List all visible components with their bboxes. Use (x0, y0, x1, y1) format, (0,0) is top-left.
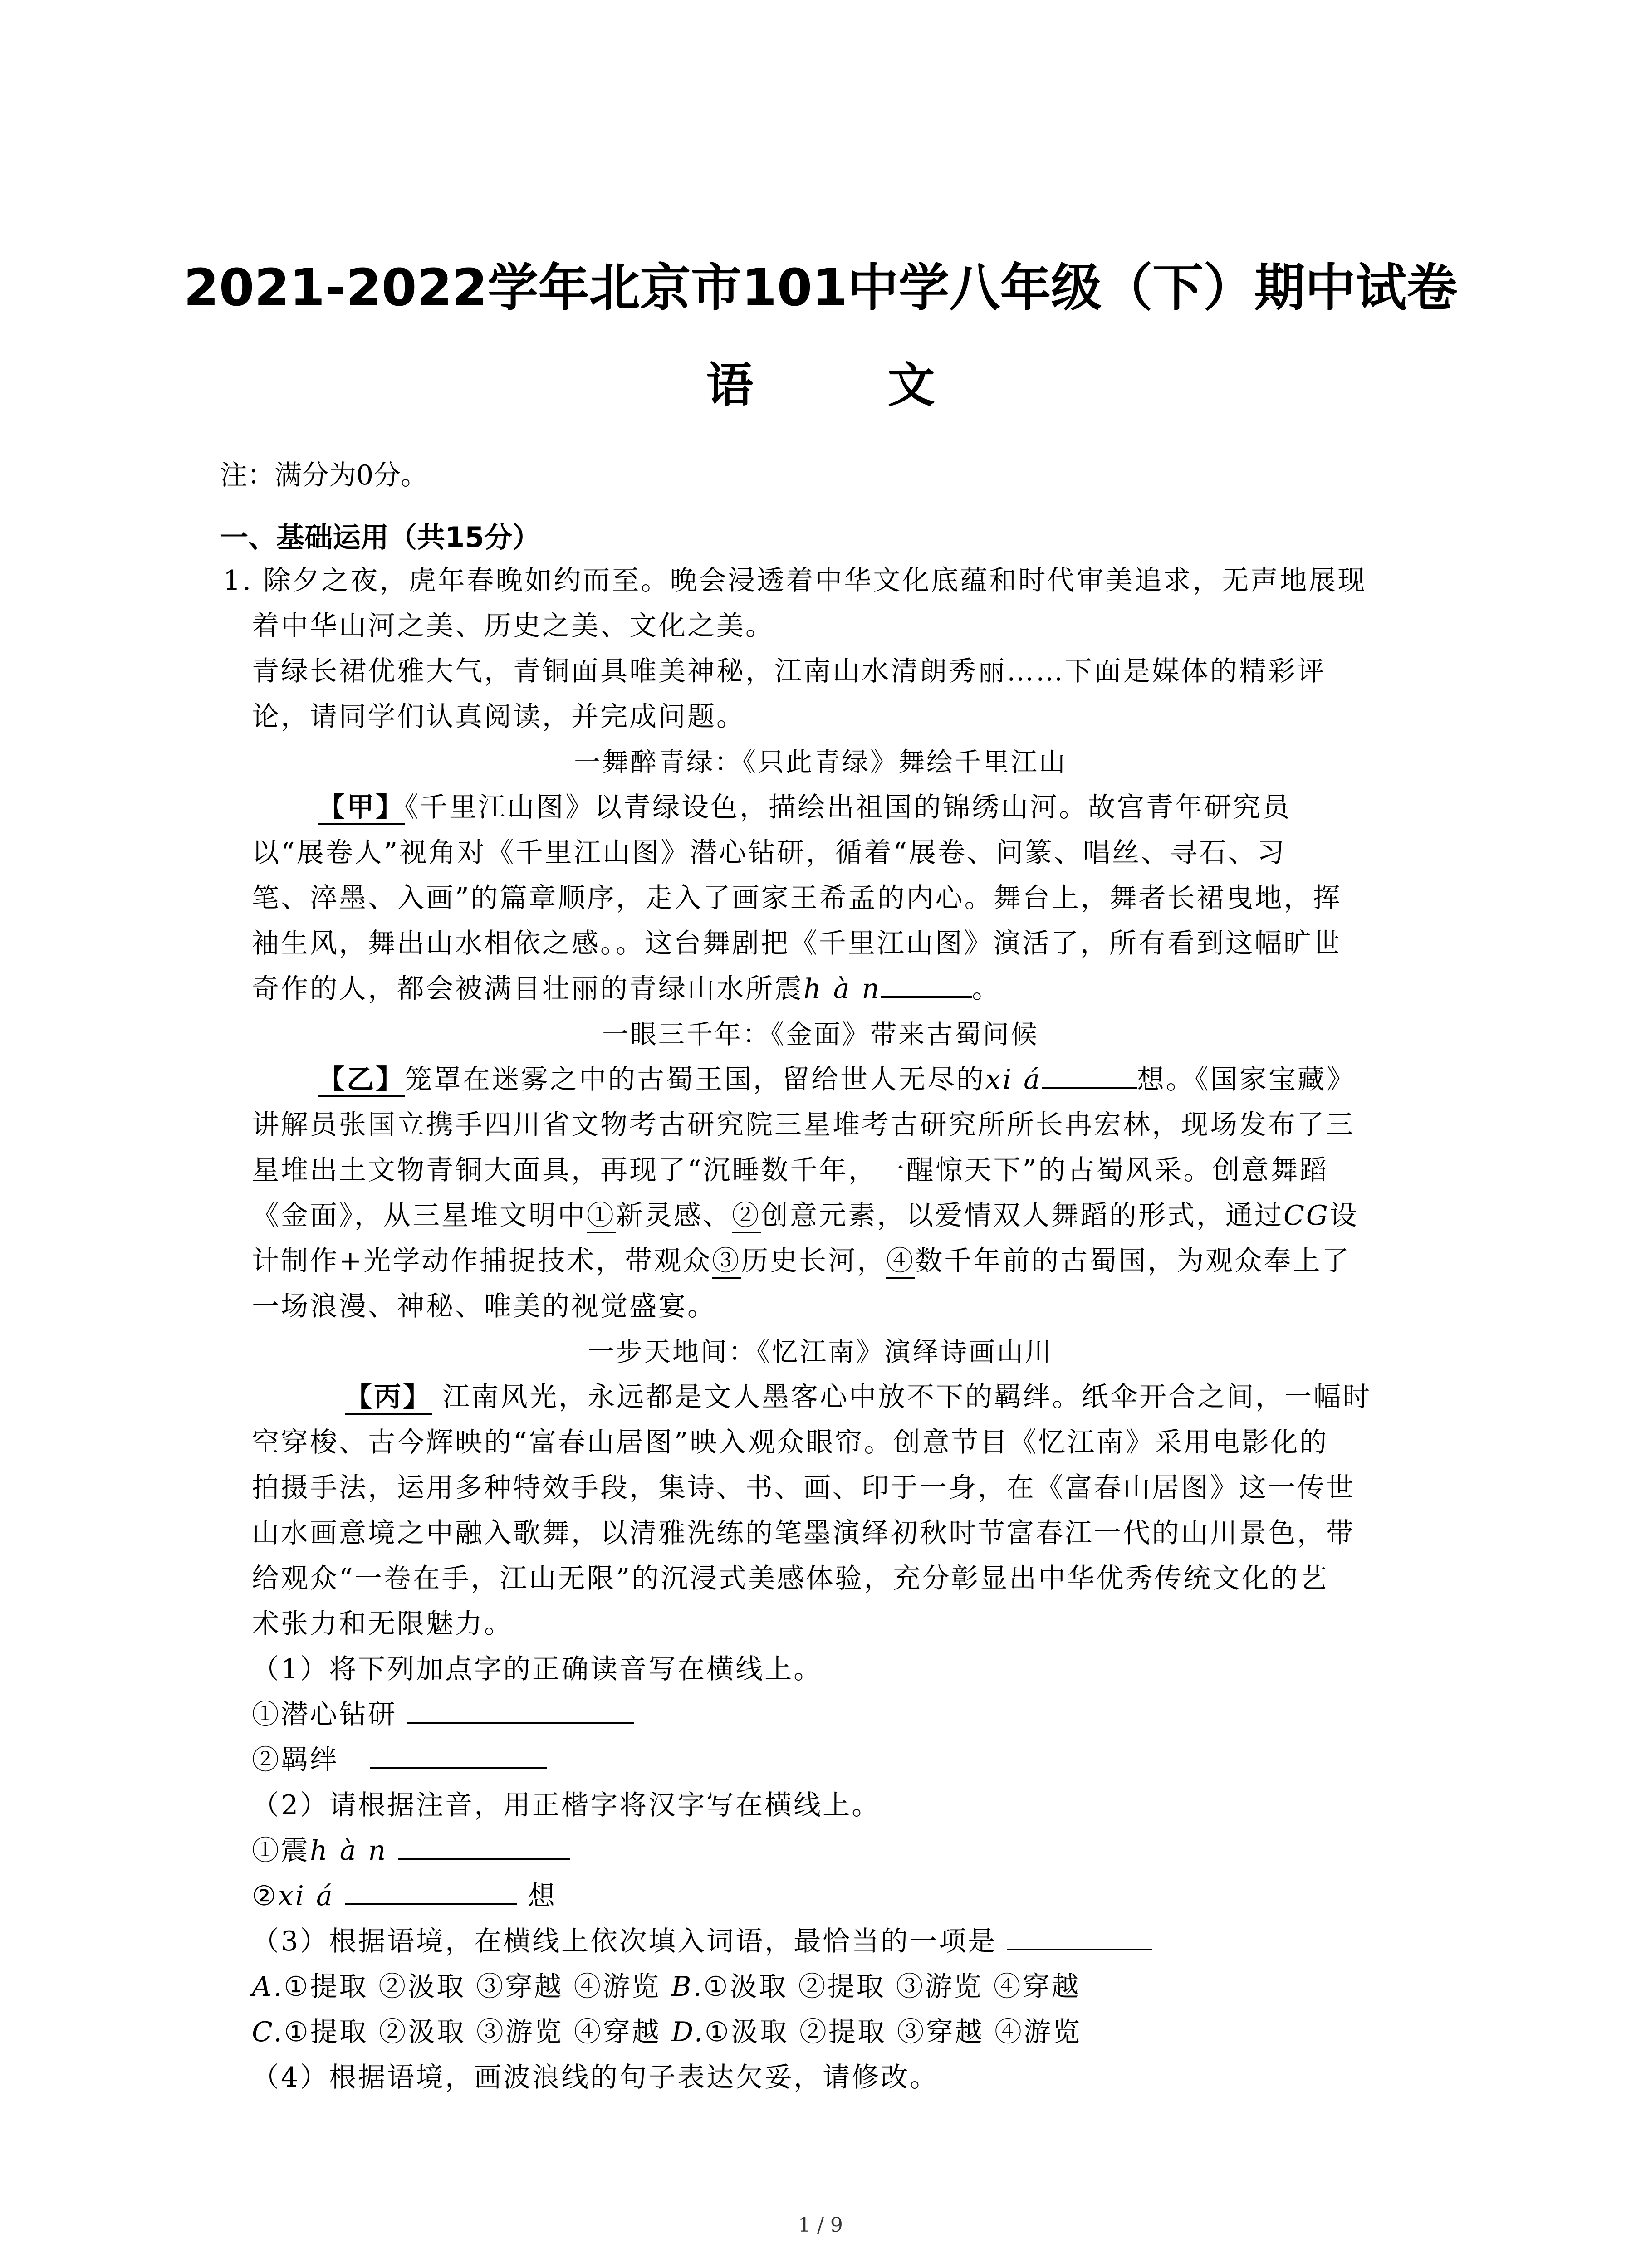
subq-3-text: （3）根据语境，在横线上依次填入词语，最恰当的一项是 (252, 1926, 997, 1957)
passage-c-line-1 (345, 1374, 1372, 1420)
passage-a-line-2: 以“展卷人”视角对《千里江山图》潜心钻研，循着“展卷、问篆、唱丝、寻石、习 (252, 837, 1287, 869)
passage-c-text-1: 江南风光，永远都是文人墨客心中放不下的羁绊。纸伞开合之间，一幅时 (442, 1381, 1372, 1413)
page-number: 1 / 9 (798, 2214, 843, 2237)
passage-a-line-3: 笔、淬墨、入画”的篇章顺序，走入了画家王希孟的内心。舞台上，舞者长裙曳地，挥 (252, 882, 1342, 914)
subq-2: （2）请根据注音，用正楷字将汉字写在横线上。 (252, 1789, 881, 1821)
passage-c-line-6: 术张力和无限魅力。 (252, 1608, 513, 1640)
passage-a-text-1: 《千里江山图》以青绿设色，描绘出祖国的锦绣山河。故宫青年研究员 (405, 792, 1291, 823)
blank-han[interactable] (881, 969, 972, 998)
subq-1-item-2 (252, 1737, 547, 1783)
pinyin-han: h à n (803, 973, 882, 1005)
intro-line-4: 论，请同学们认真阅读，并完成问题。 (252, 701, 745, 733)
subq-2-item-1-text: ①震 (252, 1835, 310, 1867)
subq-2-item-2 (252, 1873, 557, 1919)
passage-c-line-5: 给观众“一卷在手，江山无限”的沉浸式美感体验，充分彰显出中华优秀传统文化的艺 (252, 1563, 1329, 1594)
tag-bing: 【丙】 (345, 1381, 432, 1415)
passage-a-line-4: 袖生风，舞出山水相依之感。。这台舞剧把《千里江山图》演活了，所有看到这幅旷世 (252, 928, 1342, 959)
heading-c: 一步天地间：《忆江南》演绎诗画山川 (588, 1336, 1053, 1367)
passage-b-text-1b: 想。《国家宝藏》 (1136, 1064, 1356, 1095)
subq-2-item-2-char: 想 (527, 1880, 557, 1912)
subq-3 (252, 1919, 1152, 1964)
option-a: ①提取 ②汲取 ③穿越 ④游览 (284, 1971, 661, 2003)
passage-b-text-4a: 《金面》，从三星堆文明中 (252, 1200, 587, 1232)
exam-subject: 语 文 (706, 357, 994, 413)
heading-a: 一舞醉青绿：《只此青绿》舞绘千里江山 (573, 747, 1067, 777)
pinyin-xia: xi á (985, 1064, 1042, 1095)
answer-line-2-1[interactable] (398, 1831, 570, 1860)
passage-b-text-4b: 新灵感、 (616, 1200, 732, 1232)
blank-1: ① (587, 1200, 616, 1233)
tag-yi: 【乙】 (318, 1064, 405, 1097)
option-d: ①汲取 ②提取 ③穿越 ④游览 (704, 2016, 1082, 2048)
tag-jia: 【甲】 (318, 792, 405, 825)
answer-line-2-2[interactable] (345, 1876, 517, 1905)
passage-b-line-3: 星堆出土文物青铜大面具，再现了“沉睡数千年，一醒惊天下”的古蜀风采。创意舞蹈 (252, 1154, 1329, 1186)
options-ab (252, 1964, 1081, 2009)
passage-b-text-5b: 历史长河， (741, 1245, 887, 1277)
blank-2: ② (732, 1200, 761, 1233)
passage-a-text-5: 奇作的人，都会被满目壮丽的青绿山水所震 (252, 973, 803, 1005)
option-b: ①汲取 ②提取 ③游览 ④穿越 (703, 1971, 1081, 2003)
passage-a-line-1 (318, 785, 1291, 830)
passage-b-text-5a: 计制作+光学动作捕捉技术，带观众 (252, 1245, 712, 1277)
passage-b-line-5 (252, 1238, 1351, 1284)
options-cd (252, 2009, 1082, 2055)
option-a-letter: A. (252, 1971, 284, 2003)
cg-text: CG (1283, 1200, 1330, 1232)
section-heading: 一、基础运用（共15分） (220, 521, 541, 554)
exam-title: 2021-2022学年北京市101中学八年级（下）期中试卷 (183, 259, 1458, 318)
passage-b-text-4c: 创意元素，以爱情双人舞蹈的形式，通过 (761, 1200, 1283, 1232)
passage-a-line-5 (252, 966, 1001, 1012)
passage-b-line-1 (318, 1057, 1356, 1102)
passage-b-line-4 (252, 1193, 1359, 1238)
subq-1: （1）将下列加点字的正确读音写在横线上。 (252, 1653, 823, 1685)
answer-line-1-2[interactable] (370, 1740, 547, 1769)
blank-4: ④ (886, 1245, 915, 1279)
passage-c-line-3: 拍摄手法，运用多种特效手段，集诗、书、画、印于一身，在《富春山居图》这一传世 (252, 1472, 1355, 1504)
subq-1-item-1 (252, 1692, 634, 1737)
passage-b-line-2: 讲解员张国立携手四川省文物考古研究院三星堆考古研究所所长冉宏林，现场发布了三 (252, 1109, 1355, 1141)
subq-2-pinyin-xia: xi á (278, 1880, 334, 1912)
option-c: ①提取 ②汲取 ③游览 ④穿越 (284, 2016, 661, 2048)
answer-line-3[interactable] (1007, 1921, 1152, 1950)
intro-line-3: 青绿长裙优雅大气，青铜面具唯美神秘，江南山水清朗秀丽……下面是媒体的精彩评 (252, 655, 1326, 687)
option-c-letter: C. (252, 2016, 284, 2048)
subq-1-item-1-text: ①潜心钻研 (252, 1699, 397, 1730)
subq-1-item-2-text: ②羁绊 (252, 1744, 339, 1776)
passage-c-line-2: 空穿梭、古今辉映的“富春山居图”映入观众眼帘。创意节目《忆江南》采用电影化的 (252, 1427, 1329, 1458)
answer-line-1-1[interactable] (407, 1695, 634, 1724)
passage-c-line-4: 山水画意境之中融入歌舞，以清雅洗练的笔墨演绎初秋时节富春江一代的山川景色，带 (252, 1517, 1355, 1549)
option-d-letter: D. (671, 2016, 705, 2048)
score-note: 注：满分为0分。 (220, 459, 428, 491)
subq-2-item-2-num: ② (252, 1880, 278, 1912)
passage-b-text-4d: 设 (1329, 1200, 1359, 1232)
heading-b: 一眼三千年：《金面》带来古蜀问候 (602, 1019, 1039, 1050)
passage-b-line-6: 一场浪漫、神秘、唯美的视觉盛宴。 (252, 1290, 716, 1322)
subq-2-item-1 (252, 1828, 570, 1873)
subq-2-pinyin-han: h à n (310, 1835, 388, 1867)
blank-3: ③ (712, 1245, 741, 1279)
option-b-letter: B. (671, 1971, 704, 2003)
intro-line-2: 着中华山河之美、历史之美、文化之美。 (252, 610, 774, 642)
intro-line-1: 1. 除夕之夜，虎年春晚如约而至。晚会浸透着中华文化底蕴和时代审美追求，无声地展现 (223, 565, 1367, 596)
blank-xia[interactable] (1042, 1060, 1137, 1089)
passage-b-text-5c: 数千年前的古蜀国，为观众奉上了 (915, 1245, 1351, 1277)
subq-4: （4）根据语境，画波浪线的句子表达欠妥，请修改。 (252, 2062, 939, 2093)
passage-b-text-1a: 笼罩在迷雾之中的古蜀王国，留给世人无尽的 (405, 1064, 985, 1095)
period: 。 (972, 973, 1001, 1005)
